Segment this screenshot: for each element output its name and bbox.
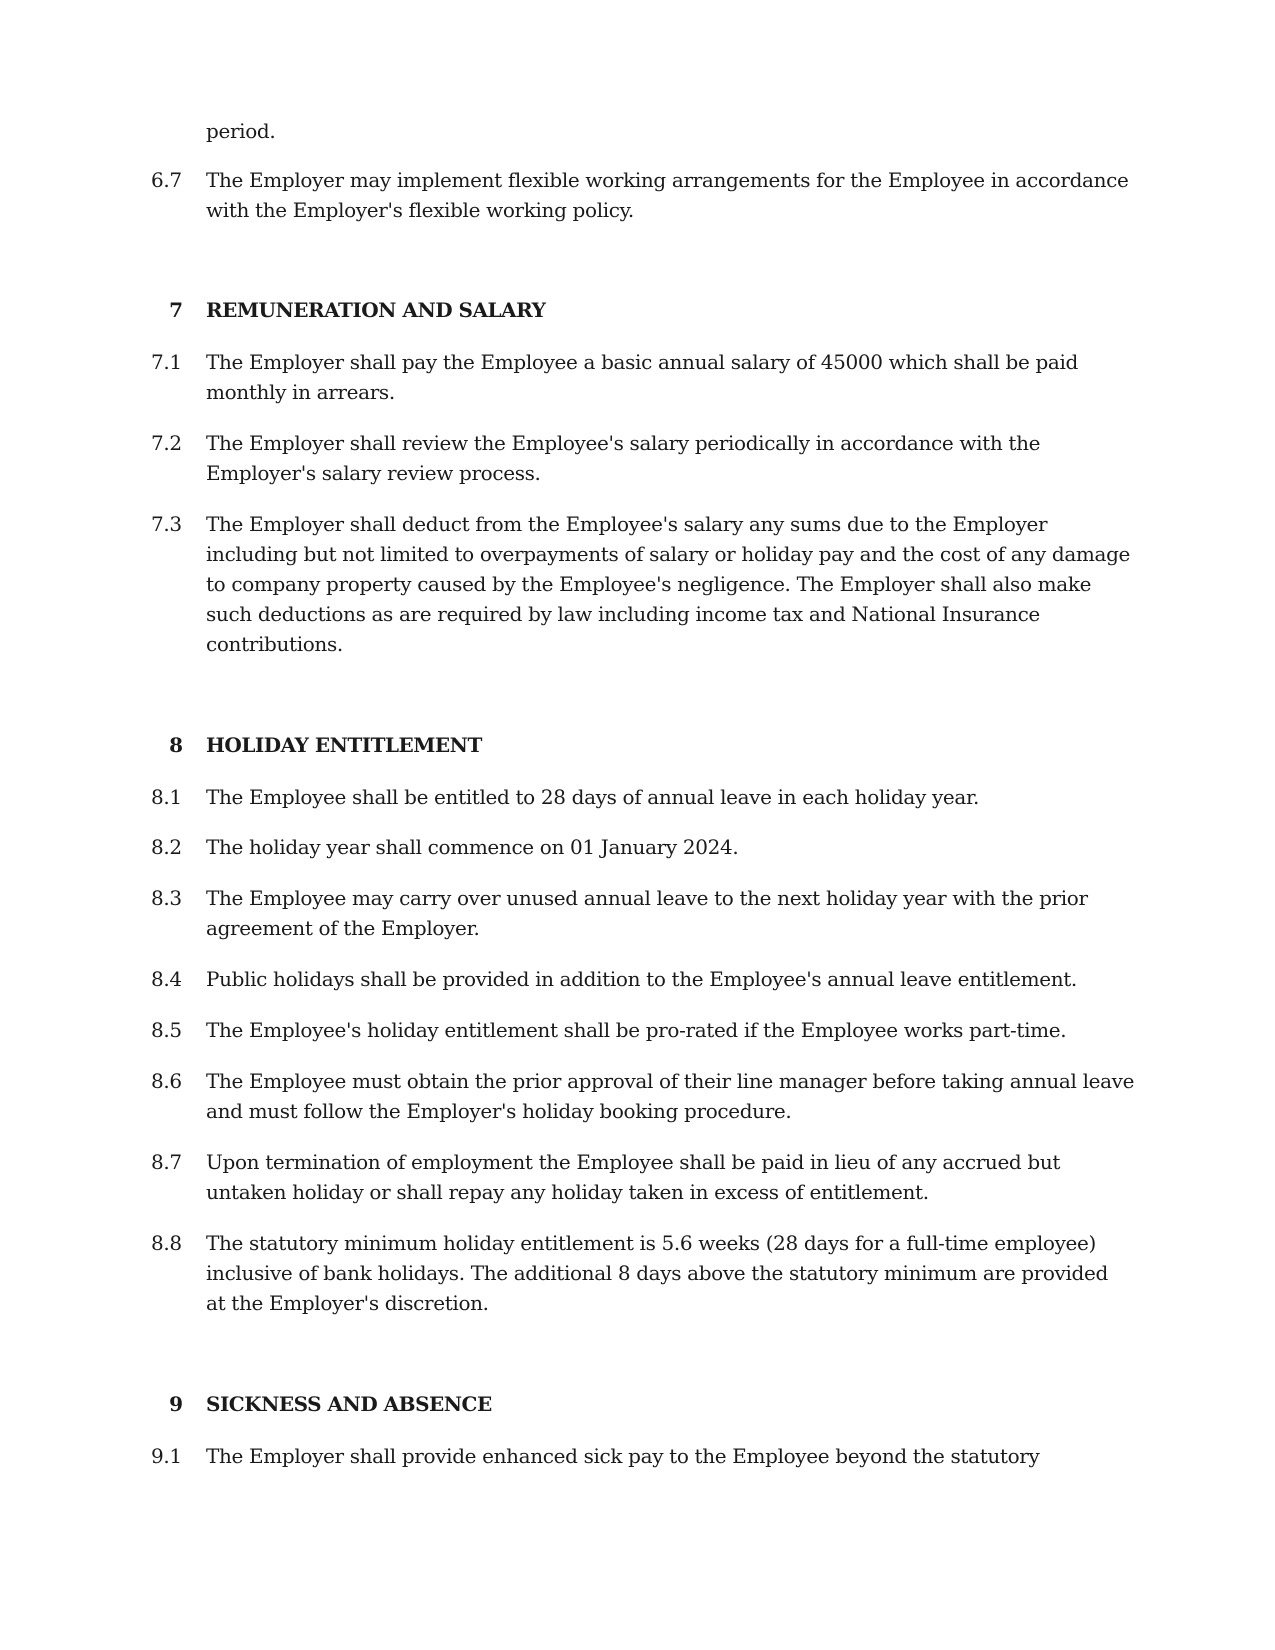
clause-number: 8.6 (151, 1069, 182, 1093)
section-number: 7 (169, 298, 183, 322)
paragraph-line: The Employee must obtain the prior approval of their line manager before taking annual leave (206, 1069, 1135, 1093)
paragraph-line: The Employer shall review the Employee's salary periodically in accordance with the (206, 431, 1041, 455)
paragraph-line: The statutory minimum holiday entitlement is 5.6 weeks (28 days for a full-time employee) (206, 1231, 1096, 1255)
paragraph-line: such deductions as are required by law including income tax and National Insurance (206, 602, 1040, 626)
paragraph-line: period. (206, 119, 276, 143)
clause-number: 7.1 (151, 350, 182, 374)
paragraph-line: The Employee may carry over unused annual leave to the next holiday year with the prior (206, 886, 1088, 910)
paragraph-line: at the Employer's discretion. (206, 1291, 489, 1315)
paragraph-line: The Employee's holiday entitlement shall be pro-rated if the Employee works part-time. (206, 1018, 1067, 1042)
clause-number: 8.2 (151, 835, 182, 859)
paragraph-line: The Employer may implement flexible working arrangements for the Employee in accordance (206, 168, 1129, 192)
paragraph-line: including but not limited to overpayments of salary or holiday pay and the cost of any damage (206, 542, 1131, 566)
section-heading: HOLIDAY ENTITLEMENT (206, 733, 482, 757)
clause-number: 8.1 (151, 785, 182, 809)
paragraph-line: agreement of the Employer. (206, 916, 480, 940)
paragraph-line: monthly in arrears. (206, 380, 395, 404)
clause-number: 8.7 (151, 1150, 182, 1174)
paragraph-line: The Employer shall pay the Employee a basic annual salary of 45000 which shall be paid (206, 350, 1078, 374)
section-number: 8 (169, 733, 183, 757)
paragraph-line: The holiday year shall commence on 01 January 2024. (206, 835, 739, 859)
clause-number: 8.8 (151, 1231, 182, 1255)
clause-number: 7.2 (151, 431, 182, 455)
section-number: 9 (169, 1392, 183, 1416)
paragraph-line: to company property caused by the Employee's negligence. The Employer shall also make (206, 572, 1092, 596)
section-heading: REMUNERATION AND SALARY (206, 298, 546, 322)
paragraph-line: inclusive of bank holidays. The additional 8 days above the statutory minimum are provided (206, 1261, 1108, 1285)
clause-number: 7.3 (151, 512, 182, 536)
clause-number: 8.4 (151, 967, 182, 991)
paragraph-line: with the Employer's flexible working policy. (206, 198, 634, 222)
paragraph-line: untaken holiday or shall repay any holiday taken in excess of entitlement. (206, 1180, 929, 1204)
paragraph-line: contributions. (206, 632, 343, 656)
paragraph-line: Public holidays shall be provided in addition to the Employee's annual leave entitlement. (206, 967, 1077, 991)
clause-number: 8.5 (151, 1018, 182, 1042)
paragraph-line: Upon termination of employment the Employee shall be paid in lieu of any accrued but (206, 1150, 1061, 1174)
clause-number: 6.7 (151, 168, 182, 192)
clause-number: 9.1 (151, 1444, 182, 1468)
section-heading: SICKNESS AND ABSENCE (206, 1392, 492, 1416)
clause-number: 8.3 (151, 886, 182, 910)
paragraph-line: and must follow the Employer's holiday booking procedure. (206, 1099, 792, 1123)
paragraph-line: The Employer shall deduct from the Employee's salary any sums due to the Employer (206, 512, 1048, 536)
paragraph-line: Employer's salary review process. (206, 461, 541, 485)
paragraph-line: The Employer shall provide enhanced sick pay to the Employee beyond the statutory (206, 1444, 1040, 1468)
paragraph-line: The Employee shall be entitled to 28 days of annual leave in each holiday year. (206, 785, 979, 809)
